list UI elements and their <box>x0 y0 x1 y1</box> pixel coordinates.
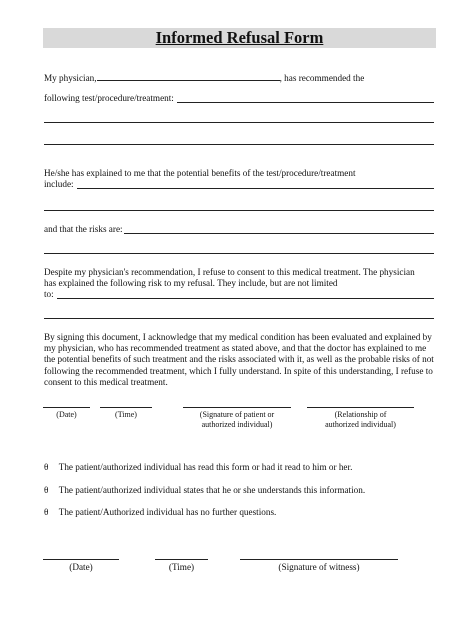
form-title: Informed Refusal Form <box>155 28 324 47</box>
physician-suffix: , has recommended the <box>279 73 365 83</box>
test-field-line-2[interactable] <box>44 122 434 123</box>
witness-signature-label: (Signature of witness) <box>278 562 360 572</box>
patient-date-label: (Date) <box>56 410 77 419</box>
physician-name-field[interactable] <box>97 70 280 81</box>
patient-signature-label-1: (Signature of patient or <box>199 410 275 419</box>
patient-time-label: (Time) <box>115 410 137 419</box>
statement-text: The patient/Authorized individual has no further questions. <box>58 507 277 517</box>
risks-label: and that the risks are: <box>44 224 123 234</box>
statement-bullet-icon: θ <box>44 462 49 472</box>
benefits-field[interactable] <box>77 188 434 189</box>
refusal-line-2: has explained the following risk to my refusal. They include, but are not limited <box>44 278 338 288</box>
benefits-line-2: include: <box>44 179 74 189</box>
statement-text: The patient/authorized individual states that he or she understands this information. <box>58 485 366 495</box>
refusal-risk-field-line-2[interactable] <box>44 318 434 319</box>
witness-signature-field[interactable] <box>240 559 398 560</box>
relationship-label-2: authorized individual) <box>325 420 396 429</box>
patient-signature-field[interactable] <box>183 407 291 408</box>
statement-item <box>44 507 276 518</box>
witness-time-field[interactable] <box>155 559 208 560</box>
refusal-risk-field[interactable] <box>57 298 434 299</box>
refusal-line-1: Despite my physician's recommendation, I refuse to consent to this medical treatment. The physician <box>44 267 415 277</box>
benefits-line-1: He/she has explained to me that the potential benefits of the test/procedure/treatment <box>44 168 356 178</box>
test-label: following test/procedure/treatment: <box>44 93 174 103</box>
test-field[interactable] <box>177 102 434 103</box>
statement-item <box>44 462 352 473</box>
benefits-field-line-2[interactable] <box>44 210 434 211</box>
witness-date-field[interactable] <box>43 559 119 560</box>
patient-time-field[interactable] <box>100 407 152 408</box>
relationship-label-1: (Relationship of <box>334 410 387 419</box>
title-banner <box>43 28 436 48</box>
physician-prefix: My physician, <box>44 73 97 83</box>
statement-bullet-icon: θ <box>44 485 49 495</box>
patient-date-field[interactable] <box>43 407 90 408</box>
relationship-field[interactable] <box>307 407 414 408</box>
acknowledgement-paragraph: By signing this document, I acknowledge that my medical condition has been evaluated and explained by my physician, who has recommended treatment as stated above, and that the doctor has explained to me the potential benefits of such treatment and the risks associated with it, as well as the probable risks of not following the recommended treatment, which I fully understand. In spite of this understanding, I refuse to consent to this medical treatment. <box>44 332 434 387</box>
witness-time-label: (Time) <box>168 562 195 572</box>
risks-field[interactable] <box>124 233 434 234</box>
patient-signature-label-2: authorized individual) <box>201 420 273 429</box>
test-field-line-3[interactable] <box>44 144 434 145</box>
statement-bullet-icon: θ <box>44 507 49 517</box>
test-line <box>44 93 174 104</box>
statement-item <box>44 485 365 496</box>
statement-text: The patient/authorized individual has read this form or had it read to him or her. <box>58 462 353 472</box>
witness-date-label: (Date) <box>69 562 93 572</box>
physician-line <box>44 70 364 84</box>
risks-field-line-2[interactable] <box>44 253 434 254</box>
refusal-line-3: to: <box>44 289 54 299</box>
